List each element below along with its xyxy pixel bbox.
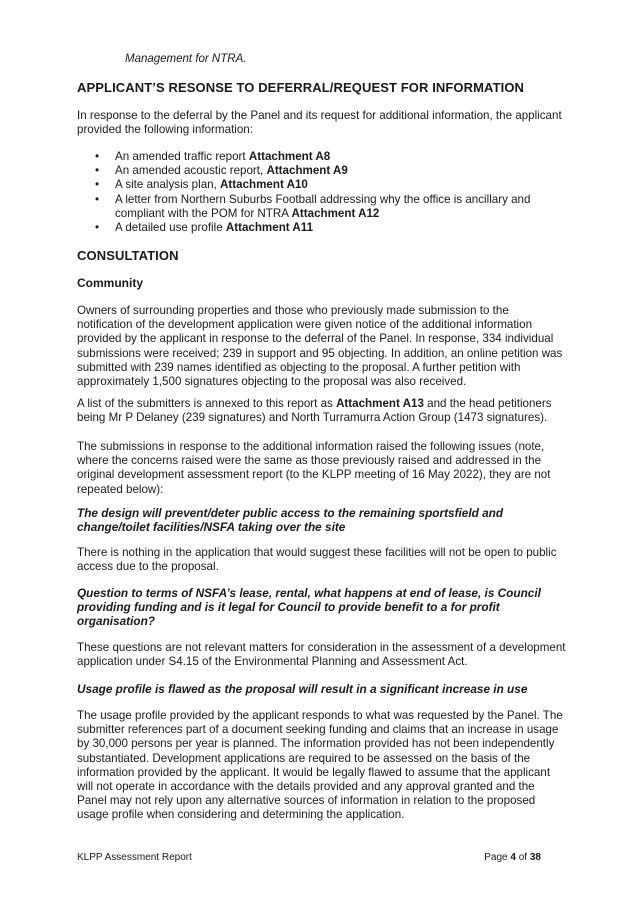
list-item: • A site analysis plan, Attachment A10 [77,178,557,192]
continued-text: Management for NTRA. [125,53,247,65]
applicant-response-heading: APPLICANT’S RESONSE TO DEFERRAL/REQUEST FOR INFORMATION [77,80,525,95]
issue-public-access-response: There is nothing in the application that would suggest these facilities will not be open to public access due to the proposal. [77,546,557,574]
issues-intro-paragraph: The submissions in response to the additional information raised the following issues (note, where the concerns raised were the same as those previously raised and addressed in the original development assessment report (to the KLPP meeting of 16 May 2022), they are not repeated below): [77,440,551,496]
issue-public-access-heading: The design will prevent/deter public access to the remaining sportsfield and change/toilet facilities/NSFA taking over the site [77,506,504,535]
community-paragraph: Owners of surrounding properties and those who previously made submission to the notification of the development application were given notice of the additional information provided by the applicant in response to the deferral of the Panel. In response, 334 individual submissions were received; 239 in support and 95 objecting. In addition, an online petition was submitted with 239 names identified as objecting to the proposal. A further petition with approximately 1,500 signatures objecting to the proposal was also received. [77,304,563,389]
issue-lease-response: These questions are not relevant matters for consideration in the assessment of a development application under S4.15 of the Environmental Planning and Assessment Act. [77,641,566,669]
issue-usage-response: The usage profile provided by the applicant responds to what was requested by the Panel. The submitter references part of a document seeking funding and claims that an increase in usage by 30,000 persons per year is planned. The information provided has not been independently substantiated. Development applications are required to be assessed on the basis of the information provided by the applicant. It would be legally flawed to assume that the applicant will not operate in accordance with the details provided and any approval granted and the Panel may not rely upon any alternative sources of information in relation to the proposed usage profile when considering and determining the application. [77,709,563,822]
footer-report-name: KLPP Assessment Report [77,852,192,863]
list-item: • An amended acoustic report, Attachment A9 [77,164,557,178]
attachments-list [77,150,557,235]
applicant-intro-paragraph: In response to the deferral by the Panel and its request for additional information, the applicant provided the following information: [77,109,562,137]
list-item: • An amended traffic report Attachment A8 [77,150,557,164]
submitters-paragraph: A list of the submitters is annexed to this report as Attachment A13 and the head petitioners being Mr P Delaney (239 signatures) and North Turramurra Action Group (1473 signatures). [77,397,552,425]
consultation-heading: CONSULTATION [77,248,179,263]
footer-page-number: Page 4 of 38 [484,852,541,863]
issue-lease-heading: Question to terms of NSFA’s lease, rental, what happens at end of lease, is Council providing funding and is it legal for Council to provide benefit to a for profit organisation? [77,586,541,629]
list-item: • A letter from Northern Suburbs Football addressing why the office is ancillary and compliant with the POM for NTRA Attachment A12 [77,193,557,221]
list-item: • A detailed use profile Attachment A11 [77,221,557,235]
issue-usage-heading: Usage profile is flawed as the proposal will result in a significant increase in use [77,682,528,696]
community-heading: Community [77,276,143,290]
